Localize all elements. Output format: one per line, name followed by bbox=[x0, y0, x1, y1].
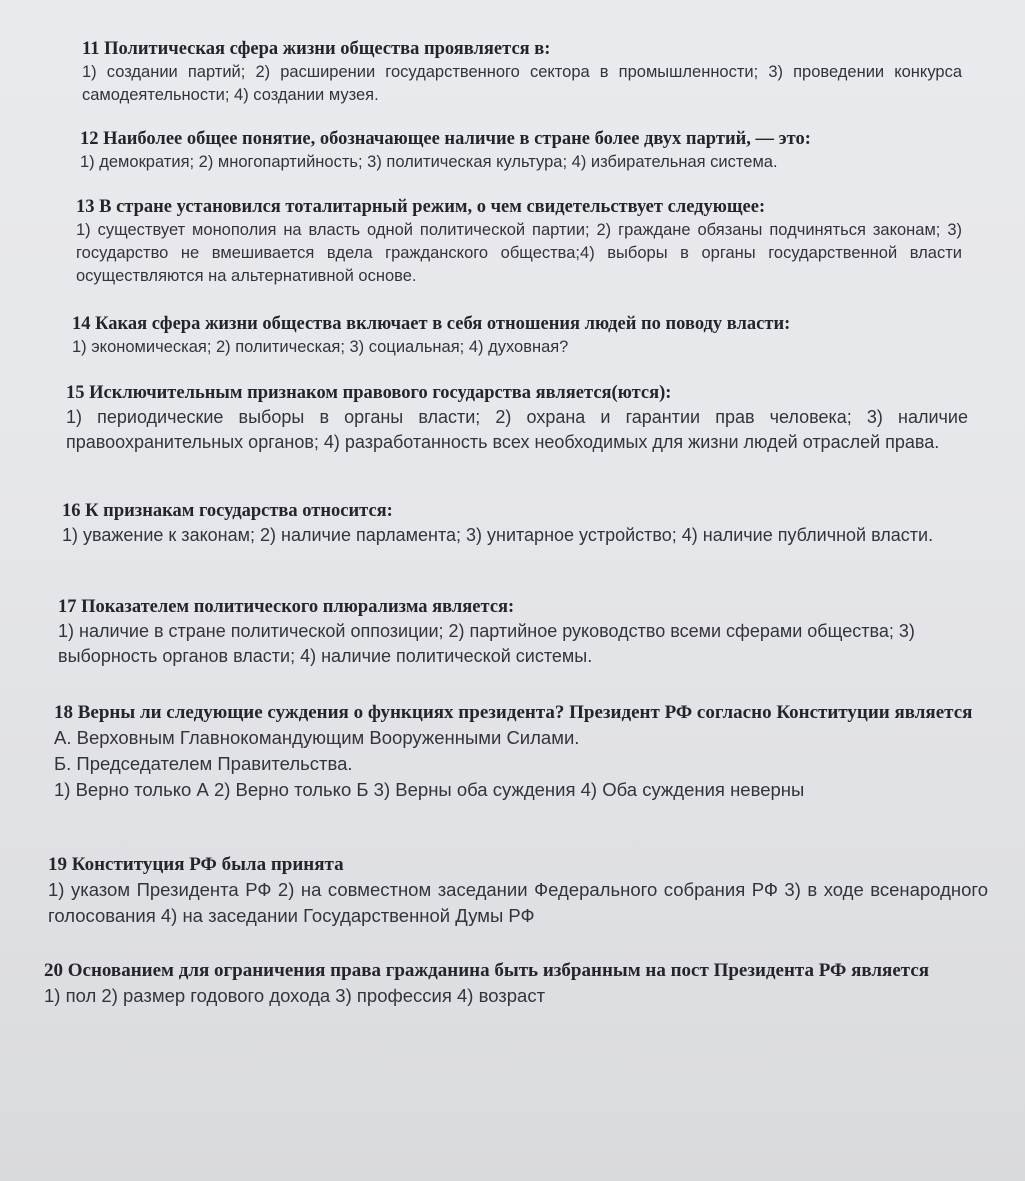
question-title: 12 Наиболее общее понятие, обозначающее наличие в стране более двух партий, — это: bbox=[80, 129, 811, 149]
answer-options: 1) уважение к законам; 2) наличие парламента; 3) унитарное устройство; 4) наличие публичной власти. bbox=[62, 525, 934, 545]
question-17 bbox=[58, 596, 978, 669]
question-19 bbox=[48, 852, 988, 929]
question-15 bbox=[66, 382, 968, 455]
statement-a: А. Верховным Главнокомандующим Вооруженными Силами. bbox=[54, 727, 580, 748]
answer-options: 1) наличие в стране политической оппозиции; 2) партийное руководство всеми сферами общества; 3) выборность органов власти; 4) наличие политической системы. bbox=[58, 621, 915, 666]
question-14 bbox=[72, 313, 952, 359]
question-20 bbox=[44, 958, 994, 1009]
answer-options: 1) экономическая; 2) политическая; 3) социальная; 4) духовная? bbox=[72, 338, 569, 356]
question-title: 14 Какая сфера жизни общества включает в себя отношения людей по поводу власти: bbox=[72, 314, 791, 334]
question-18 bbox=[54, 700, 980, 803]
answer-options: 1) Верно только А 2) Верно только Б 3) Верны оба суждения 4) Оба суждения неверны bbox=[54, 779, 805, 800]
answer-options: 1) создании партий; 2) расширении государственного сектора в промышленности; 3) проведении конкурса самодеятельности; 4) создании музея. bbox=[82, 63, 962, 104]
question-title: 19 Конституция РФ была принята bbox=[48, 854, 344, 875]
question-11 bbox=[82, 38, 962, 107]
answer-options: 1) периодические выборы в органы власти; 2) охрана и гарантии прав человека; 3) наличие правоохранительных органов; 4) разработанность всех необходимых для жизни людей отраслей права. bbox=[66, 407, 968, 452]
answer-options: 1) демократия; 2) многопартийность; 3) политическая культура; 4) избирательная система. bbox=[80, 153, 778, 171]
question-title: 11 Политическая сфера жизни общества проявляется в: bbox=[82, 39, 551, 59]
question-title: 16 К признакам государства относится: bbox=[62, 501, 393, 521]
question-title: 13 В стране установился тоталитарный режим, о чем свидетельствует следующее: bbox=[76, 197, 766, 217]
answer-options: 1) пол 2) размер годового дохода 3) профессия 4) возраст bbox=[44, 985, 546, 1006]
question-title: 15 Исключительным признаком правового государства является(ются): bbox=[66, 383, 672, 403]
statement-b: Б. Председателем Правительства. bbox=[54, 753, 353, 774]
question-16 bbox=[62, 500, 972, 548]
question-12 bbox=[80, 128, 940, 174]
question-title: 17 Показателем политического плюрализма является: bbox=[58, 597, 515, 617]
answer-options: 1) указом Президента РФ 2) на совместном заседании Федерального собрания РФ 3) в ходе всенародного голосования 4) на заседании Государственной Думы РФ bbox=[48, 879, 988, 926]
question-13 bbox=[76, 196, 962, 288]
question-title: 18 Верны ли следующие суждения о функциях президента? Президент РФ согласно Конституции является bbox=[54, 702, 973, 723]
question-title: 20 Основанием для ограничения права гражданина быть избранным на пост Президента РФ является bbox=[44, 960, 930, 981]
answer-options: 1) существует монополия на власть одной политической партии; 2) граждане обязаны подчиняться законам; 3) государство не вмешивается вдела гражданского общества;4) выборы в органы государственной власти осуществляются на альтернативной основе. bbox=[76, 221, 962, 285]
